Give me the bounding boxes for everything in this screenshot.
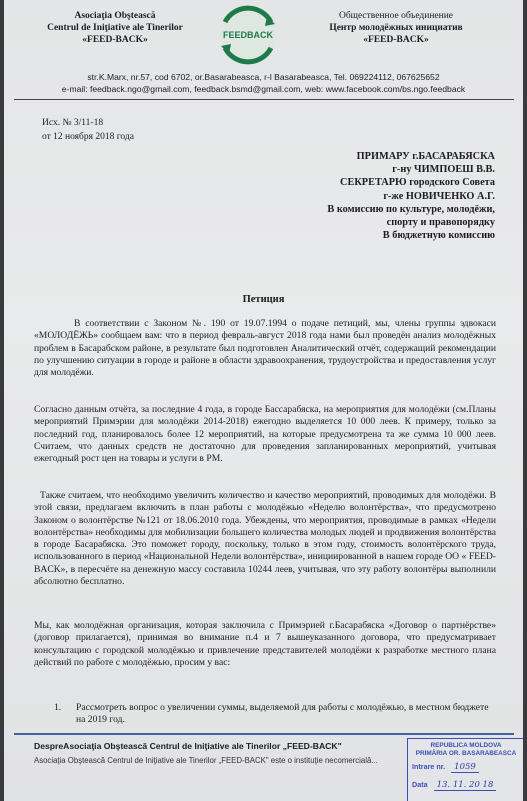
body-paragraph-1 [34, 318, 496, 379]
addressee-line: спорту и правопорядку [386, 217, 495, 229]
footer-text: Asociaţia Obştească Centrul de Iniţiative ale Tinerilor „FEED-BACK" este o instituţie necomercială... [34, 756, 378, 765]
stamp-institution: PRIMĂRIA OR. BASARABEASCA [415, 749, 517, 757]
footer-divider [14, 733, 514, 735]
header-right-line3: «FEED-BACK» [363, 35, 429, 45]
addressee-line: СЕКРЕТАРЮ городского Совета [340, 177, 495, 189]
header-right-line2: Центр молодёжных инициатив [329, 23, 463, 33]
header-contacts: e-mail: feedback.ngo@gmail.com, feedback.bsmd@gmail.com, web: www.facebook.com/bs.ngo.feedback [61, 84, 466, 94]
stamp-data-value: 13. 11. 20 18 [434, 780, 497, 791]
header-right-line1: Общественное объединение [338, 11, 454, 21]
list-number: 1. [54, 702, 62, 713]
body-paragraph-4 [34, 620, 496, 669]
addressee-line: В комиссию по культуре, молодёжи, [327, 203, 495, 215]
stamp-data-row [412, 781, 496, 790]
list-text: Рассмотреть вопрос о увеличении суммы, выделяемой для работы с молодёжью, в местном бюджете на 2019 год. [76, 702, 489, 726]
request-list-item [54, 702, 496, 730]
body-paragraph-2 [34, 404, 496, 465]
addressee-block [245, 150, 495, 242]
paragraph-text: Согласно данным отчёта, за последние 4 года, в городе Бассарабяска, на мероприятия для молодёжи (см.Планы мероприятий Примэрии для молодёжи 2014-2018) ежегодно выделяется 10 000 леев. К примеру, только за последний год, планировалось более 12 мероприятий, на которые предусмотрена та же сумма 10 000 леев. Считаем, что данных средств не достаточно для проведения запланированных мероприятий, учитывая ежегодный рост цен на товары и услуги в РМ. [34, 404, 496, 465]
header-org-name-russian [286, 10, 506, 46]
paragraph-text: Также считаем, что необходимо увеличить количество и качество мероприятий, проводимых для молодёжи. В этой связи, предлагаем включить в план работы с молодёжью «Неделю волонтёрства», что предусмотрено Законом о волонтёрстве №121 от 18.06.2010 года. Убеждены, что мероприятия, проводимые в рамках «Недели волонтёрства» необходимы для мобилизации большего количества молодых людей и продвижения волонтёрства в городе Басарабяска. Это поможет городу, поскольку, только в этом году, стоимость волонтёрского труда, использованного в период «Национальной Недели волонтёрства», инициированной в нашем городе ОО « FEED-BACK», в пересчёте на денежную массу составила 10244 леев, учитывая, что эту работу волонтёры выполнили абсолютно бесплатно. [34, 490, 496, 588]
header-left-line3: «FEED-BACK» [82, 35, 148, 45]
registration-stamp [407, 738, 523, 801]
header-left-line2: Centrul de Iniţiative ale Tinerilor [47, 23, 183, 33]
stamp-data-label: Data [412, 780, 428, 789]
header-address: str.K.Marx, nr.57, cod 6702, or.Basarabeasca, r-l Basarabeasca, Tel. 069224112, 067625652 [87, 72, 440, 82]
stamp-intrare-row [412, 763, 479, 772]
stamp-intrare-number: 1059 [451, 762, 479, 773]
paragraph-text: В соответствии с Законом №. 190 от 19.07.1994 о подаче петиций, мы, члены группы эдвокаси «МОЛОДЁЖЬ» сообщаем вам: что в период февраль-август 2018 года нами был проведён анализ молодёжных проблем в Басарабском районе, в результате был подготовлен Аналитический отчёт, содержащий рекомендации по улучшению ситуации в городе и районе в области здравоохранения, трудоустройства и предоставления услуг для молодёжи. [34, 318, 496, 379]
petition-document [4, 0, 523, 801]
document-title: Петиция [242, 294, 285, 305]
header-left-line1: Asociaţia Obştească [74, 11, 156, 21]
paragraph-text: Мы, как молодёжная организация, которая заключила с Примэрией г.Басарабяска «Договор о партнёрстве» (договор прилагается), принимая во внимание п.4 и 7 вышеуказанного договора, что предусматривает консультацию с городской молодёжью и привлечение представителей молодёжи к разработке местного плана действий по работе с молодёжью, просим у вас: [34, 620, 496, 668]
feedback-logo [215, 4, 281, 66]
logo-text: FEEDBACK [222, 30, 274, 40]
addressee-line: ПРИМАРУ г.БАСАРАБЯСКА [356, 151, 495, 162]
body-paragraph-3 [34, 490, 496, 588]
outgoing-date: от 12 ноября 2018 года [42, 132, 134, 142]
addressee-line: В бюджетную комиссию [382, 230, 495, 242]
stamp-intrare-label: Intrare nr. [412, 762, 446, 771]
header-divider [14, 99, 514, 100]
stamp-country: REPUBLICA MOLDOVA [430, 742, 502, 749]
outgoing-number: Исх. № 3/11-18 [42, 118, 104, 128]
addressee-line: г-ну ЧИМПОЕШ В.В. [392, 164, 495, 176]
addressee-line: г-же НОВИЧЕНКО А.Г. [383, 190, 495, 202]
footer-heading: DespreAsociaţia Obştească Centrul de Iniţiative ale Tinerilor „FEED-BACK" [34, 741, 342, 751]
header-org-name-romanian [20, 10, 210, 46]
